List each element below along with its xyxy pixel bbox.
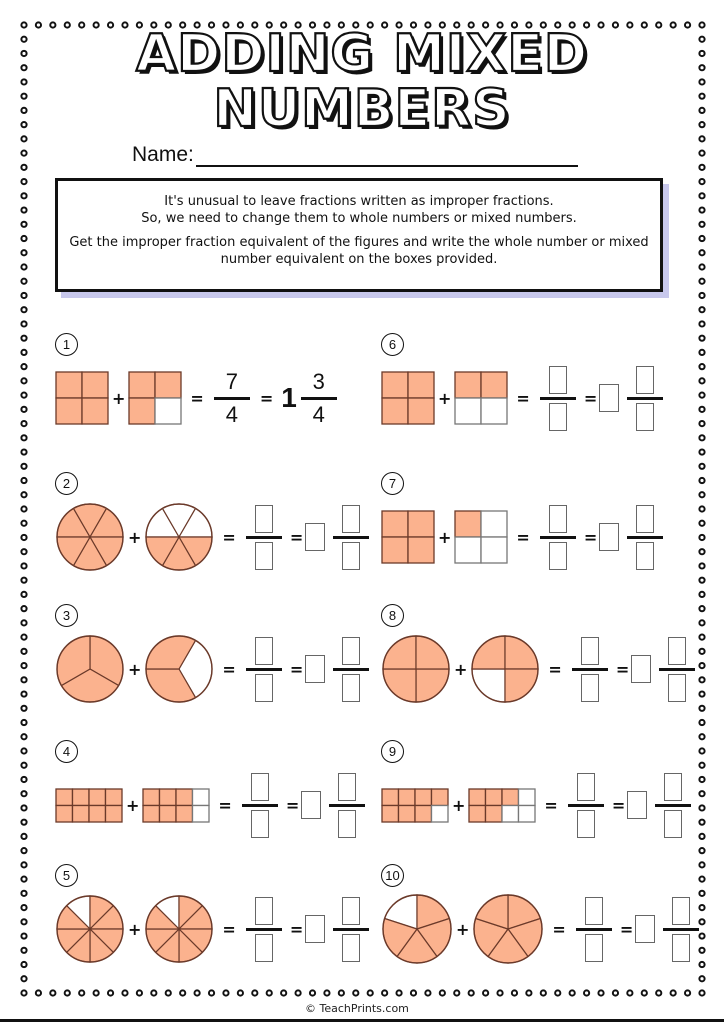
mixed-fraction-answer <box>333 637 369 702</box>
problem-1 <box>55 333 355 443</box>
fraction-bar <box>333 928 369 931</box>
mixed-numerator-box[interactable] <box>636 366 654 394</box>
improper-denominator-box[interactable] <box>549 542 567 570</box>
equals-sign: = <box>222 527 236 547</box>
fraction-bar <box>576 928 612 931</box>
improper-fraction-answer <box>540 505 576 570</box>
equals-sign: = <box>289 527 304 547</box>
whole-number-box[interactable] <box>301 791 321 819</box>
worksheet-title-line-2: NUMBERS <box>213 79 511 139</box>
improper-denominator-box[interactable] <box>255 542 273 570</box>
mixed-fraction-answer <box>655 773 691 838</box>
improper-denominator-box[interactable] <box>585 934 603 962</box>
improper-numerator-box[interactable] <box>585 897 603 925</box>
equals-sign: = <box>289 659 304 679</box>
improper-numerator-box[interactable] <box>255 505 273 533</box>
fraction-bar <box>568 804 604 807</box>
equation-row <box>55 770 367 840</box>
fraction-circle-figure <box>55 634 125 704</box>
equals-sign: = <box>222 659 236 679</box>
whole-number-box[interactable] <box>635 915 655 943</box>
plus-sign: + <box>454 659 468 679</box>
improper-numerator: 7 <box>225 368 238 394</box>
equation-row <box>55 363 339 433</box>
fraction-bar <box>627 536 663 539</box>
name-input-line[interactable] <box>196 145 578 167</box>
fraction-bar <box>655 804 691 807</box>
equals-sign: = <box>615 659 630 679</box>
improper-denominator-box[interactable] <box>255 934 273 962</box>
improper-fraction-answer <box>242 773 278 838</box>
problem-10 <box>381 864 681 974</box>
equation-row <box>55 634 371 704</box>
mixed-numerator-box[interactable] <box>342 505 360 533</box>
fraction-bar <box>540 536 576 539</box>
plus-sign: + <box>456 919 470 939</box>
plus-sign: + <box>128 527 142 547</box>
fraction-grid-figure <box>468 788 536 823</box>
mixed-denominator-box[interactable] <box>664 810 682 838</box>
fraction-grid-figure <box>128 371 182 425</box>
mixed-numerator-box[interactable] <box>636 505 654 533</box>
problem-number-badge: 3 <box>55 604 78 627</box>
equals-sign: = <box>611 795 626 815</box>
whole-number-box[interactable] <box>631 655 651 683</box>
whole-number-box[interactable] <box>599 384 619 412</box>
fraction-bar <box>627 397 663 400</box>
mixed-fraction-answer <box>627 366 663 431</box>
equals-sign: = <box>583 527 598 547</box>
mixed-numerator-box[interactable] <box>342 637 360 665</box>
mixed-fraction-answer <box>627 505 663 570</box>
problem-number-badge: 7 <box>381 472 404 495</box>
instruction-text: Get the improper fraction equivalent of the figures and write the whole number or mixed number equivalent on the boxes provided. <box>69 235 649 267</box>
fraction-circle-figure <box>144 502 214 572</box>
improper-denominator-box[interactable] <box>577 810 595 838</box>
fraction-bar <box>214 397 250 400</box>
equation-row <box>381 502 665 572</box>
improper-denominator-box[interactable] <box>255 674 273 702</box>
problem-number-badge: 10 <box>381 864 404 887</box>
fraction-bar <box>242 804 278 807</box>
fraction-bar <box>246 536 282 539</box>
problem-number-badge: 9 <box>381 740 404 763</box>
fraction-grid-figure <box>55 371 109 425</box>
fraction-bar <box>329 804 365 807</box>
fraction-grid-figure <box>454 371 508 425</box>
fraction-bar <box>572 668 608 671</box>
improper-numerator-box[interactable] <box>581 637 599 665</box>
mixed-numerator: 3 <box>312 368 325 394</box>
fraction-grid-figure <box>454 510 508 564</box>
whole-number-box[interactable] <box>305 915 325 943</box>
fraction-bar <box>540 397 576 400</box>
equals-sign: = <box>218 795 232 815</box>
problem-2 <box>55 472 355 582</box>
mixed-fraction-answer <box>329 773 365 838</box>
mixed-denominator-box[interactable] <box>636 542 654 570</box>
improper-denominator-box[interactable] <box>251 810 269 838</box>
equation-row <box>55 894 371 964</box>
problem-number-badge: 6 <box>381 333 404 356</box>
problem-5 <box>55 864 355 974</box>
problem-number-badge: 5 <box>55 864 78 887</box>
problem-number-badge: 8 <box>381 604 404 627</box>
mixed-denominator-box[interactable] <box>636 403 654 431</box>
equals-sign: = <box>548 659 562 679</box>
plus-sign: + <box>126 795 140 815</box>
fraction-bar <box>659 668 695 671</box>
problem-6 <box>381 333 681 443</box>
equals-sign: = <box>544 795 558 815</box>
fraction-bar <box>333 668 369 671</box>
equals-sign: = <box>516 388 530 408</box>
equals-sign: = <box>285 795 300 815</box>
mixed-fraction-answer <box>333 505 369 570</box>
problem-8 <box>381 604 681 714</box>
improper-denominator: 4 <box>225 401 238 427</box>
problem-9 <box>381 740 681 850</box>
equation-row <box>381 770 693 840</box>
mixed-fraction-answer <box>663 897 699 962</box>
equals-sign: = <box>190 388 204 408</box>
problem-7 <box>381 472 681 582</box>
equals-sign: = <box>516 527 530 547</box>
plus-sign: + <box>112 388 126 408</box>
mixed-denominator-box[interactable] <box>668 674 686 702</box>
mixed-denominator-box[interactable] <box>672 934 690 962</box>
improper-fraction-answer <box>246 637 282 702</box>
plus-sign: + <box>452 795 466 815</box>
fraction-grid-figure <box>381 788 449 823</box>
whole-number-box[interactable] <box>305 655 325 683</box>
fraction-grid-figure <box>381 371 435 425</box>
fraction-grid-figure <box>381 510 435 564</box>
improper-numerator-box[interactable] <box>549 505 567 533</box>
instructions-box <box>55 178 663 292</box>
improper-numerator-box[interactable] <box>255 897 273 925</box>
equals-sign: = <box>222 919 236 939</box>
plus-sign: + <box>128 919 142 939</box>
worksheet-title-line-1: ADDING MIXED <box>135 24 589 84</box>
equals-sign: = <box>583 388 598 408</box>
mixed-denominator-box[interactable] <box>342 674 360 702</box>
fraction-grid-figure <box>55 788 123 823</box>
mixed-denominator-box[interactable] <box>338 810 356 838</box>
plus-sign: + <box>438 527 452 547</box>
fraction-circle-figure <box>381 893 453 965</box>
mixed-numerator-box[interactable] <box>668 637 686 665</box>
equation-row <box>55 502 371 572</box>
fraction-bar <box>246 928 282 931</box>
fraction-circle-figure <box>55 502 125 572</box>
improper-numerator-box[interactable] <box>251 773 269 801</box>
improper-numerator-box[interactable] <box>549 366 567 394</box>
equals-sign: = <box>259 388 274 408</box>
equation-row <box>381 363 665 433</box>
problem-4 <box>55 740 355 850</box>
mixed-denominator-box[interactable] <box>342 542 360 570</box>
improper-numerator-box[interactable] <box>577 773 595 801</box>
fraction-circle-figure <box>144 634 214 704</box>
fraction-circle-figure <box>470 634 540 704</box>
improper-fraction <box>214 370 250 427</box>
copyright-footer: © TeachPrints.com <box>305 1002 409 1015</box>
mixed-denominator-box[interactable] <box>342 934 360 962</box>
fraction-bar <box>663 928 699 931</box>
improper-denominator-box[interactable] <box>549 403 567 431</box>
mixed-numerator-box[interactable] <box>342 897 360 925</box>
fraction-circle-figure <box>472 893 544 965</box>
equation-row <box>381 634 697 704</box>
fraction-circle-figure <box>381 634 451 704</box>
problem-3 <box>55 604 355 714</box>
fraction-bar <box>301 397 337 400</box>
fraction-bar <box>246 668 282 671</box>
mixed-fraction-answer <box>333 897 369 962</box>
equals-sign: = <box>552 919 566 939</box>
whole-number-box[interactable] <box>599 523 619 551</box>
mixed-denominator: 4 <box>312 401 325 427</box>
improper-numerator-box[interactable] <box>255 637 273 665</box>
fraction-grid-figure <box>142 788 210 823</box>
name-label: Name: <box>132 143 194 166</box>
name-row <box>132 143 578 167</box>
whole-number-box[interactable] <box>627 791 647 819</box>
problem-number-badge: 1 <box>55 333 78 356</box>
improper-fraction-answer <box>540 366 576 431</box>
mixed-numerator-box[interactable] <box>664 773 682 801</box>
problem-number-badge: 2 <box>55 472 78 495</box>
improper-fraction-answer <box>576 897 612 962</box>
mixed-fraction-answer <box>659 637 695 702</box>
mixed-fraction <box>301 370 337 427</box>
fraction-circle-figure <box>144 894 214 964</box>
fraction-circle-figure <box>55 894 125 964</box>
fraction-bar <box>333 536 369 539</box>
whole-number: 1 <box>281 382 297 413</box>
bottom-rule <box>0 1019 724 1022</box>
whole-number-box[interactable] <box>305 523 325 551</box>
equals-sign: = <box>619 919 634 939</box>
equals-sign: = <box>289 919 304 939</box>
mixed-numerator-box[interactable] <box>672 897 690 925</box>
problem-number-badge: 4 <box>55 740 78 763</box>
improper-fraction-answer <box>246 897 282 962</box>
improper-denominator-box[interactable] <box>581 674 599 702</box>
improper-fraction-answer <box>246 505 282 570</box>
equation-row <box>381 894 701 964</box>
mixed-numerator-box[interactable] <box>338 773 356 801</box>
plus-sign: + <box>128 659 142 679</box>
improper-fraction-answer <box>568 773 604 838</box>
instruction-text: It's unusual to leave fractions written as improper fractions. So, we need to change them to whole numbers or mixed numbers. <box>141 194 577 226</box>
improper-fraction-answer <box>572 637 608 702</box>
plus-sign: + <box>438 388 452 408</box>
